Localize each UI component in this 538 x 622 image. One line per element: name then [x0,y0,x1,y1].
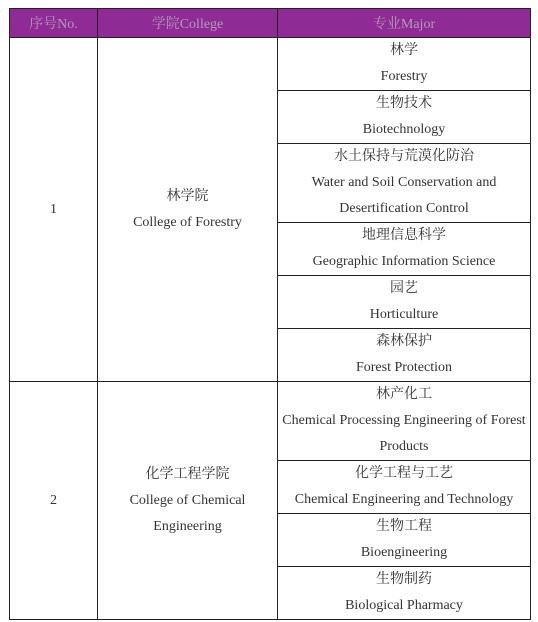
major-name-en: Horticulture [369,307,439,322]
major-name-cn: 水土保持与荒漠化防治 [334,149,474,164]
major-cell [278,38,531,91]
major-cell [278,329,531,382]
table-row [10,382,531,461]
major-name-cn: 地理信息科学 [362,228,446,243]
major-name-en: Chemical Processing Engineering of Forest Products [282,413,526,454]
major-name-cn: 生物技术 [376,96,432,111]
row-number: 2 [10,382,98,620]
major-name-en: Bioengineering [360,545,448,560]
major-name-cn: 森林保护 [376,334,432,349]
college-name-cn: 林学院 [166,188,209,204]
major-name-en: Forest Protection [355,360,453,375]
major-name-en: Biological Pharmacy [345,598,463,613]
majors-table-container [9,8,531,620]
college-cell [98,382,278,620]
major-name-en: Chemical Engineering and Technology [294,492,514,507]
major-name-cn: 化学工程与工艺 [355,466,453,481]
major-name-cn: 林学 [390,43,418,58]
major-cell [278,461,531,514]
major-cell [278,144,531,223]
college-name-en: College of Forestry [133,214,242,230]
major-name-en: Biotechnology [362,122,446,137]
college-name-en: College of Chemical Engineering [129,492,246,534]
row-number: 1 [10,38,98,382]
major-name-cn: 生物工程 [376,519,432,534]
header-no: 序号No. [10,9,98,38]
major-name-cn: 园艺 [390,281,418,296]
college-name-cn: 化学工程学院 [145,466,230,482]
major-name-en: Water and Soil Conservation and Desertification Control [311,175,497,216]
major-cell [278,382,531,461]
major-cell [278,276,531,329]
header-row [10,9,531,38]
major-cell [278,91,531,144]
major-name-en: Geographic Information Science [312,254,496,269]
header-college: 学院College [98,9,278,38]
major-name-cn: 林产化工 [376,387,432,402]
table-row [10,38,531,91]
major-name-en: Forestry [380,69,428,84]
major-cell [278,514,531,567]
majors-table [9,8,531,620]
college-cell [98,38,278,382]
major-cell [278,567,531,620]
major-cell [278,223,531,276]
header-major: 专业Major [278,9,531,38]
major-name-cn: 生物制药 [376,572,432,587]
